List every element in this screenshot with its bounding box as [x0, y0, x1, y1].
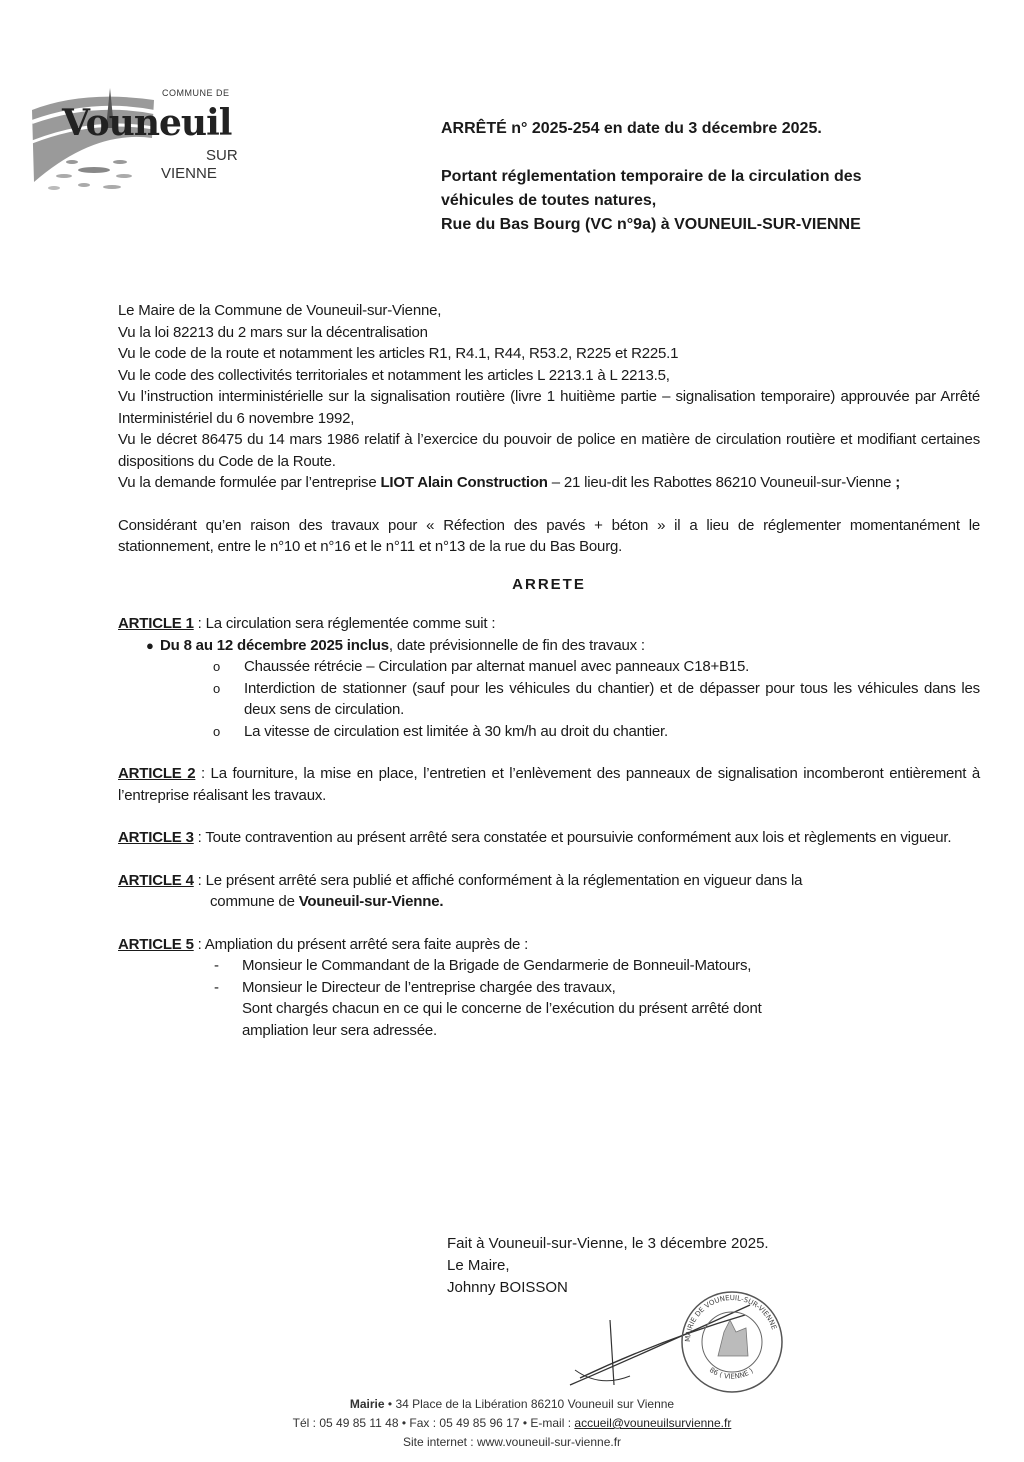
mairie-stamp-icon	[680, 1290, 784, 1394]
footer-address: 34 Place de la Libération 86210 Vouneuil sur Vienne	[395, 1397, 675, 1411]
measure-text: La vitesse de circulation est limitée à 30 km/h au droit du chantier.	[244, 722, 668, 740]
arrete-heading: ARRETE	[512, 575, 586, 593]
recipient-item	[214, 977, 980, 999]
stamp-top-text: MAIRIE DE VOUNEUIL-SUR-VIENNE	[683, 1293, 778, 1343]
article-1	[118, 613, 980, 635]
signature-place-date: Fait à Vouneuil-sur-Vienne, le 3 décembre 2025.	[447, 1235, 769, 1252]
preamble-line: Vu le code de la route et notamment les articles R1, R4.1, R44, R53.2, R225 et R225.1	[118, 345, 679, 362]
signature-title: Le Maire,	[447, 1257, 510, 1274]
footer-address-line: Mairie • 34 Place de la Libération 86210 Vouneuil sur Vienne	[349, 1397, 675, 1411]
article-4-text: : Le présent arrêté sera publié et affiché conformément à la réglementation en vigueur dans la	[193, 871, 803, 889]
footer-email-label: E-mail :	[530, 1416, 575, 1430]
recipient-item	[214, 955, 980, 977]
circle-bullet-icon: o	[213, 680, 221, 696]
footer-email-link[interactable]: accueil@vouneuilsurvienne.fr	[574, 1416, 732, 1430]
preamble-line: Vu l’instruction interministérielle sur la signalisation routière (livre 1 huitième partie – signalisation temporaire) approuvée par Arrêté Interministériel du 6 novembre 1992,	[118, 388, 980, 427]
article-2	[118, 763, 980, 806]
article-5	[118, 934, 980, 956]
article-3-label: ARTICLE 3	[118, 829, 194, 846]
demand-company: LIOT Alain Construction	[380, 474, 548, 491]
article-5-text: : Ampliation du présent arrêté sera faite auprès de :	[193, 935, 529, 953]
article-3	[118, 827, 980, 849]
period-dates: Du 8 au 12 décembre 2025 inclus	[160, 636, 389, 654]
closing-line: ampliation leur sera adressée.	[242, 1021, 437, 1039]
article-5-label: ARTICLE 5	[118, 935, 194, 953]
logo-sur: SUR	[206, 147, 238, 164]
article-4-text2: commune de	[210, 893, 299, 910]
footer-tel: Tél : 05 49 85 11 48	[292, 1416, 399, 1430]
article-1-text: : La circulation sera réglementée comme suit :	[193, 615, 496, 632]
considerant: Considérant qu’en raison des travaux pour « Réfection des pavés + béton » il a lieu de réglementer momentanément le stationnement, entre le n°10 et n°16 et le n°11 et n°13 de la rue du Bas Bourg.	[118, 516, 980, 555]
demand-end: ;	[895, 474, 901, 491]
footer-fax: Fax : 05 49 85 96 17	[409, 1416, 520, 1430]
closing-line: Sont chargés chacun en ce qui le concerne de l’exécution du présent arrêté dont	[242, 1000, 762, 1017]
article-1-measures	[160, 656, 980, 742]
footer-contact-line: Tél : 05 49 85 11 48 • Fax : 05 49 85 96 17 • E-mail : accueil@vouneuilsurvienne.fr	[292, 1416, 732, 1430]
recipient-text: Monsieur le Directeur de l’entreprise chargée des travaux,	[242, 978, 616, 996]
logo-name: Vouneuil	[62, 102, 232, 144]
measure-text: Interdiction de stationner (sauf pour les véhicules du chantier) et de dépasser pour tous les véhicules dans les deux sens de circulation.	[244, 679, 980, 718]
recipient-text: Monsieur le Commandant de la Brigade de Gendarmerie de Bonneuil-Matours,	[242, 957, 752, 974]
period-rest: , date prévisionnelle de fin des travaux :	[388, 636, 645, 654]
subject-line: véhicules de toutes natures,	[441, 192, 657, 209]
bullet-icon: ●	[146, 637, 154, 653]
article-1-period	[146, 635, 980, 743]
preamble-demand	[118, 472, 980, 494]
preamble-line: Vu la loi 82213 du 2 mars sur la décentralisation	[118, 323, 428, 341]
recipient-list	[118, 955, 980, 998]
preamble-line: Vu le code des collectivités territoriales et notamment les articles L 2213.1 à L 2213.5,	[118, 366, 670, 384]
measure-item	[213, 678, 980, 721]
stamp-bottom-text: 86 ( VIENNE )	[707, 1366, 755, 1381]
arrete-reference: ARRÊTÉ n° 2025-254 en date du 3 décembre 2025.	[441, 120, 822, 137]
article-2-text: : La fourniture, la mise en place, l’entretien et l’enlèvement des panneaux de signalisation incomberont entièrement à l’entreprise réalisant les travaux.	[118, 765, 980, 804]
logo-commune-de: COMMUNE DE	[162, 88, 230, 98]
article-2-label: ARTICLE 2	[118, 765, 196, 782]
article-1-list	[118, 635, 980, 743]
document-header	[441, 117, 1001, 237]
page-footer	[0, 1395, 1024, 1452]
signature-name: Johnny BOISSON	[447, 1279, 568, 1296]
footer-mairie-label: Mairie	[349, 1397, 385, 1411]
logo-vienne: VIENNE	[161, 165, 217, 182]
circle-bullet-icon: o	[213, 723, 221, 739]
dash-bullet-icon: -	[214, 957, 219, 974]
preamble-line: Le Maire de la Commune de Vouneuil-sur-Vienne,	[118, 302, 442, 319]
dash-bullet-icon: -	[214, 978, 219, 996]
subject-line: Portant réglementation temporaire de la circulation des	[441, 168, 862, 185]
measure-item	[213, 721, 980, 743]
demand-prefix: Vu la demande formulée par l’entreprise	[118, 474, 381, 491]
article-1-label: ARTICLE 1	[118, 615, 194, 632]
demand-suffix: – 21 lieu-dit les Rabottes 86210 Vouneuil-sur-Vienne	[547, 474, 896, 491]
article-4-cont	[118, 891, 980, 913]
circle-bullet-icon: o	[213, 659, 221, 674]
preamble-line: Vu le décret 86475 du 14 mars 1986 relatif à l’exercice du pouvoir de police en matière de circulation routière et modifiant certaines dispositions du Code de la Route.	[118, 431, 980, 470]
article-4-label: ARTICLE 4	[118, 871, 194, 889]
document-body	[118, 300, 980, 1041]
measure-item	[213, 656, 980, 678]
article-3-text: : Toute contravention au présent arrêté sera constatée et poursuivie conformément aux lois et règlements en vigueur.	[193, 829, 952, 846]
subject-line: Rue du Bas Bourg (VC n°9a) à VOUNEUIL-SUR-VIENNE	[441, 216, 861, 233]
footer-website: Site internet : www.vouneuil-sur-vienne.fr	[402, 1435, 622, 1449]
measure-text: Chaussée rétrécie – Circulation par alternat manuel avec panneaux C18+B15.	[244, 658, 750, 675]
commune-logo	[28, 86, 268, 202]
article-4	[118, 870, 980, 892]
article-4-commune: Vouneuil-sur-Vienne.	[298, 893, 444, 910]
